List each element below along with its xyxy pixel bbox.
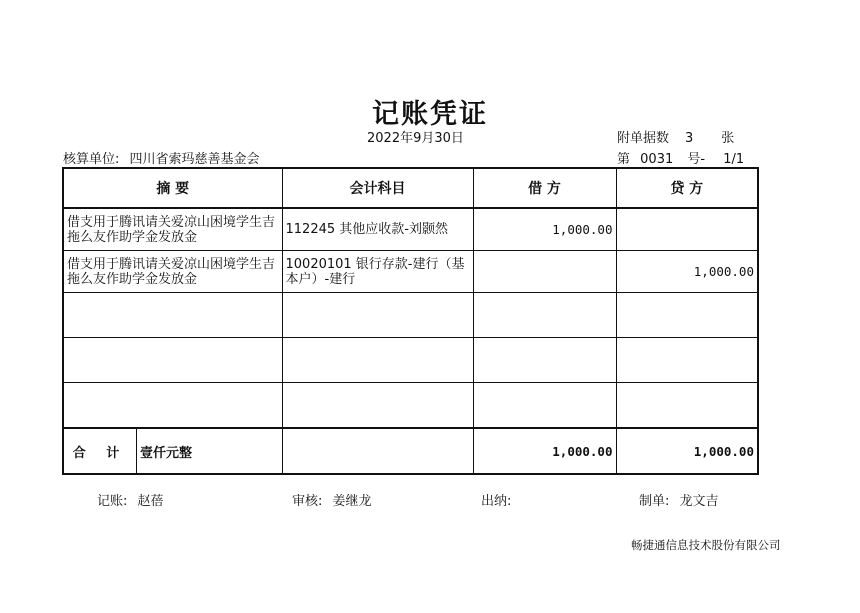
total-debit: 1,000.00: [473, 428, 616, 474]
column-header-credit: 贷 方: [616, 168, 758, 208]
row-debit: [473, 338, 616, 383]
table-row: [63, 338, 758, 383]
row-account: 10020101 银行存款-建行（基本户）-建行: [282, 251, 473, 293]
column-header-account: 会计科目: [282, 168, 473, 208]
voucher-suffix: 号-: [687, 152, 706, 167]
row-credit: [616, 208, 758, 251]
voucher-date: 2022年9月30日: [367, 131, 464, 146]
preparer-label: 制单:: [639, 494, 670, 509]
row-account: [282, 338, 473, 383]
table-row: [63, 208, 758, 251]
row-debit: 1,000.00: [473, 208, 616, 251]
row-debit: [473, 293, 616, 338]
row-credit: [616, 383, 758, 429]
row-debit: [473, 383, 616, 429]
attachments-count: 3: [685, 131, 694, 146]
bookkeeper-signature: [97, 490, 164, 509]
reviewer-signature: [292, 490, 372, 509]
row-account: [282, 383, 473, 429]
row-account: 112245 其他应收款-刘颢然: [282, 208, 473, 251]
row-debit: [473, 251, 616, 293]
table-row: [63, 251, 758, 293]
attachments-label: 附单据数: [617, 131, 670, 146]
attachments-unit: 张: [721, 131, 735, 146]
row-credit: [616, 338, 758, 383]
bookkeeper-name: 赵蓓: [137, 494, 164, 509]
total-cell: [63, 428, 282, 474]
total-amount-words: 壹仟元整: [140, 445, 193, 461]
column-header-debit: 借 方: [473, 168, 616, 208]
accounting-unit: [63, 148, 260, 167]
voucher-page: 1/1: [723, 152, 745, 167]
voucher-no: 0031: [640, 152, 674, 167]
row-credit: 1,000.00: [616, 251, 758, 293]
row-summary: [63, 383, 282, 429]
total-row: [63, 428, 758, 474]
software-company: 畅捷通信息技术股份有限公司: [631, 538, 781, 552]
row-summary: 借支用于腾讯请关爱凉山困境学生吉拖么友作助学金发放金: [63, 251, 282, 293]
row-summary: [63, 293, 282, 338]
reviewer-name: 姜继龙: [332, 494, 372, 509]
column-header-summary: 摘 要: [63, 168, 282, 208]
row-summary: 借支用于腾讯请关爱凉山困境学生吉拖么友作助学金发放金: [63, 208, 282, 251]
voucher-number: [617, 148, 744, 167]
voucher-title: 记账凭证: [372, 99, 488, 130]
voucher-table: [62, 167, 759, 475]
total-credit: 1,000.00: [616, 428, 758, 474]
unit-label: 核算单位:: [63, 152, 120, 167]
table-row: [63, 383, 758, 429]
row-credit: [616, 293, 758, 338]
voucher-prefix: 第: [617, 152, 631, 167]
bookkeeper-label: 记账:: [97, 494, 128, 509]
total-label: 合 计: [64, 429, 137, 473]
row-summary: [63, 338, 282, 383]
reviewer-label: 审核:: [292, 494, 323, 509]
cashier-signature: [481, 490, 517, 509]
unit-name: 四川省索玛慈善基金会: [129, 152, 260, 167]
preparer-name: 龙文吉: [679, 494, 719, 509]
table-header-row: [63, 168, 758, 208]
cashier-label: 出纳:: [481, 494, 512, 509]
row-account: [282, 293, 473, 338]
attachments-info: [617, 127, 734, 146]
table-row: [63, 293, 758, 338]
total-spacer: [282, 428, 473, 474]
preparer-signature: [639, 490, 719, 509]
